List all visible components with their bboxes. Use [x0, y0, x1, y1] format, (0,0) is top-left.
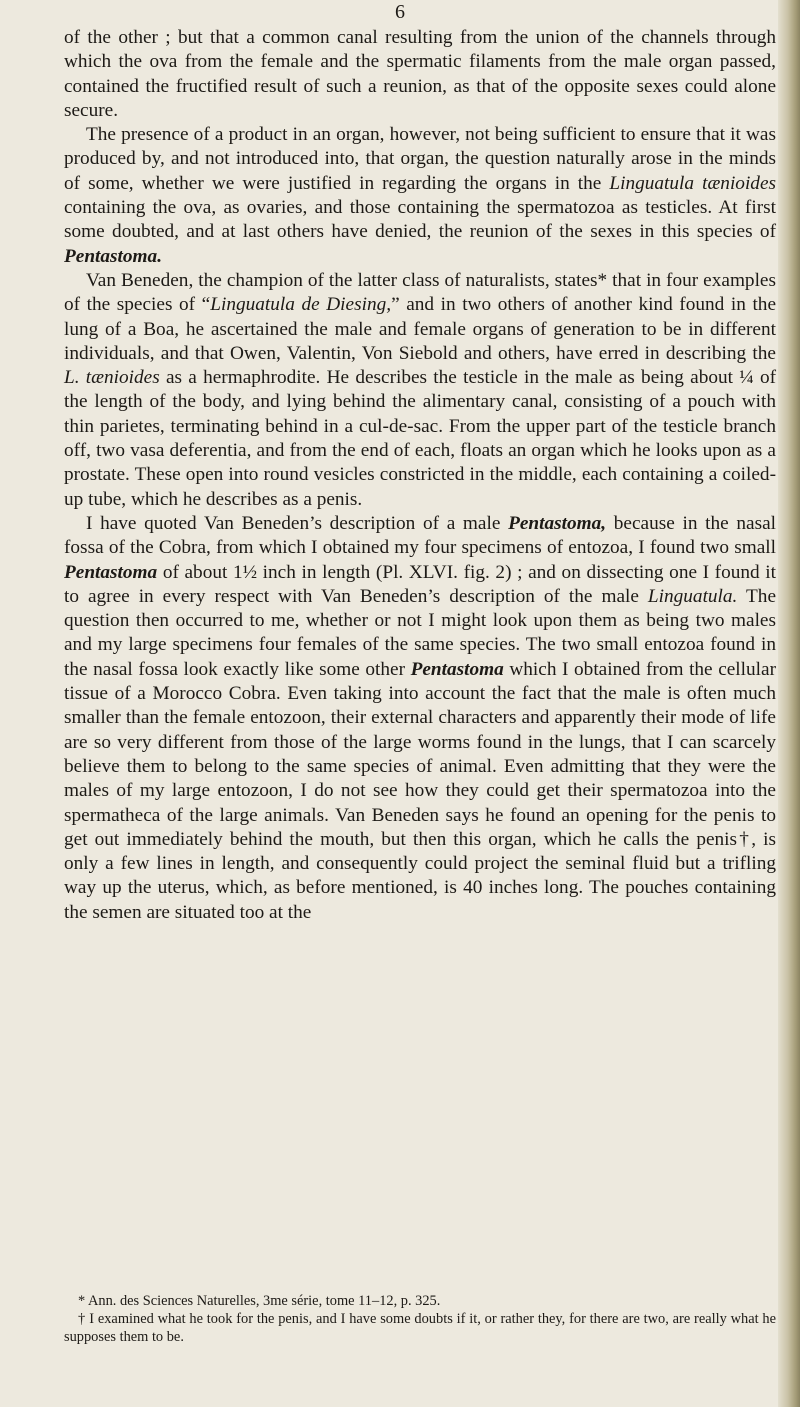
- text-run: Van Beneden, the champion of the latter class of naturalists, states* that in four examples of the species of “: [64, 269, 776, 316]
- text-run: ” and in two others of another kind found in the lung of a Boa, he ascertained the male and female organs of generation to be in different individuals, and that Owen, Valentin, Von Siebold and others, have erred in describing the: [64, 294, 777, 364]
- italic-term: L. tænioides: [64, 367, 160, 389]
- footnote: * Ann. des Sciences Naturelles, 3me série, tome 11–12, p. 325.: [78, 1293, 441, 1309]
- body-text: [64, 26, 776, 925]
- text-run: as a hermaphrodite. He describes the testicle in the male as being about ¼ of the length of the body, and lying behind the alimentary canal, consisting of a pouch with thin parietes, terminating behind in a cul-de-sac. From the upper part of the testicle branch off, two vasa deferentia, and from the end of each, floats an organ which he looks upon as a prostate. These open into round vesicles constricted in the middle, each containing a coiled-up tube, which he describes as a penis.: [64, 367, 777, 510]
- text-run: The question then occurred to me, whether or not I might look upon them as being two males and my large specimens four females of the same species. The two small entozoa found in the nasal fossa look exactly like some other: [64, 585, 776, 680]
- paragraph: [64, 269, 776, 512]
- italic-term: Linguatula tænioides: [609, 172, 777, 194]
- italic-term: Linguatula.: [647, 585, 738, 607]
- italic-term: Linguatula de Diesing,: [210, 294, 392, 316]
- italic-term: Pentastoma,: [508, 512, 607, 534]
- paragraph: [64, 123, 776, 269]
- paragraph: [64, 512, 776, 925]
- italic-term: Pentastoma.: [64, 245, 163, 267]
- italic-term: Pentastoma: [410, 658, 504, 680]
- footnote: † I examined what he took for the penis, and I have some doubts if it, or rather they, for there are two, are really what he supposes them to be.: [64, 1311, 776, 1345]
- text-run: because in the nasal fossa of the Cobra, from which I obtained my four specimens of entozoa, I found two small: [64, 512, 776, 559]
- italic-term: Pentastoma: [64, 561, 158, 583]
- page-number: 6: [395, 1, 405, 23]
- page-edge-shadow: [778, 0, 800, 1407]
- text-run: The presence of a product in an organ, however, not being sufficient to ensure that it was produced by, and not introduced into, that organ, the question naturally arose in the minds of some, whether we were justified in regarding the organs in the: [64, 124, 776, 194]
- text-run: I have quoted Van Beneden’s description of a male: [86, 512, 509, 534]
- text-run: which I obtained from the cellular tissue of a Morocco Cobra. Even taking into account the fact that the male is often much smaller than the female entozoon, their external characters and apparently their mode of life are so very different from those of the large worms found in the lungs, that I can scarcely believe them to belong to the same species of animal. Even admitting that they were the males of my large entozoon, I do not see how they could get their spermatozoa into the spermatheca of the large animals. Van Beneden says he found an opening for the penis to get out immediately behind the mouth, but then this organ, which he calls the penis†, is only a few lines in length, and consequently could project the seminal fluid but a trifling way up the uterus, which, as before mentioned, is 40 inches long. The pouches containing the semen are situated too at the: [64, 658, 776, 923]
- paragraph: [64, 26, 776, 123]
- text-run: containing the ova, as ovaries, and those containing the spermatozoa as testicles. At first some doubted, and at last others have denied, the reunion of the sexes in this species of: [64, 197, 776, 243]
- footnotes: [64, 1292, 776, 1346]
- text-run: of about 1½ inch in length (Pl. XLVI. fig. 2) ; and on dissecting one I found it to agree in every respect with Van Beneden’s description of the male: [64, 561, 776, 607]
- text-run: of the other ; but that a common canal resulting from the union of the channels through which the ova from the female and the spermatic filaments from the male organ passed, contained the fructified result of such a reunion, as that of the opposite sexes could alone secure.: [64, 27, 776, 121]
